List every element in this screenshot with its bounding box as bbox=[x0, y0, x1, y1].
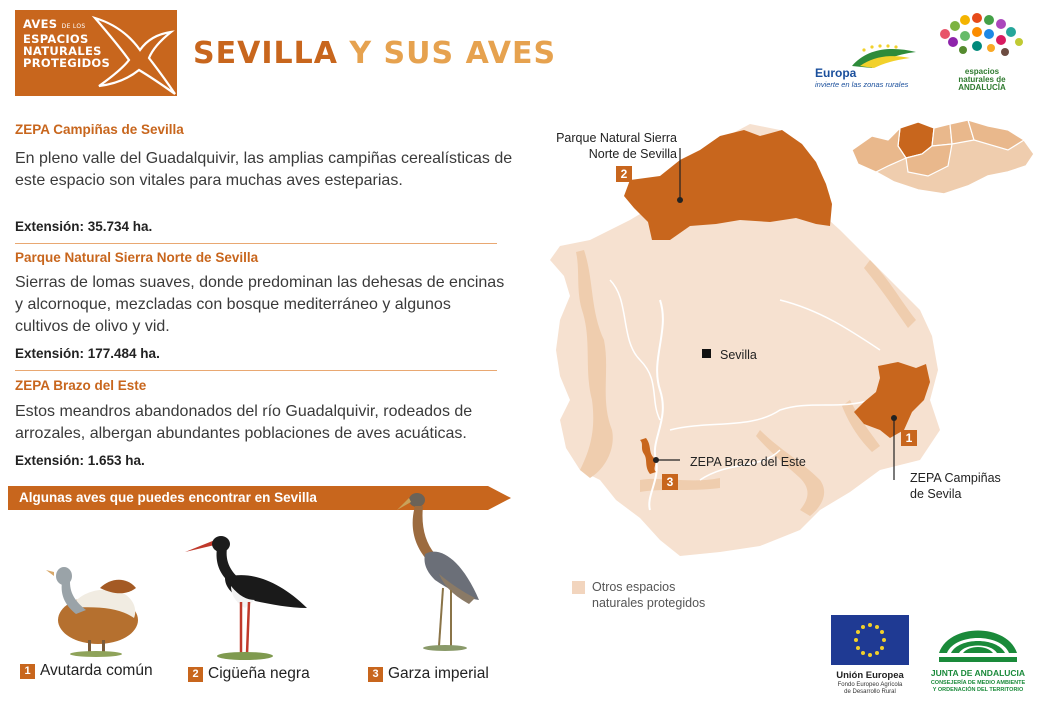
label-sierra-norte-line2: Norte de Sevilla bbox=[588, 147, 677, 161]
section-2-title: Parque Natural Sierra Norte de Sevilla bbox=[15, 250, 259, 265]
label-campinas bbox=[910, 470, 1001, 502]
section-2-body: Sierras de lomas suaves, donde predominan las dehesas de encinas y alcornoque, mezcladas con bosque mediterráneo y algunos cultivos de olivo y vid. bbox=[15, 274, 505, 335]
logo-line1: AVES bbox=[23, 17, 58, 31]
bird-label-3 bbox=[368, 665, 489, 683]
divider bbox=[15, 370, 497, 371]
junta-sub-line1: CONSEJERÍA DE MEDIO AMBIENTE bbox=[930, 680, 1026, 686]
bird-number-1: 1 bbox=[20, 664, 35, 679]
eu-sub-line2: de Desarrollo Rural bbox=[844, 689, 896, 695]
eu-flag-icon bbox=[831, 615, 909, 665]
map-number-2: 2 bbox=[616, 166, 632, 182]
espacios-line2: naturales de bbox=[958, 75, 1006, 84]
label-sierra-norte bbox=[541, 130, 677, 162]
section-3-extension: Extensión: 1.653 ha. bbox=[15, 453, 145, 468]
label-sierra-norte-line1: Parque Natural Sierra bbox=[556, 131, 677, 145]
eu-subtitle bbox=[818, 682, 922, 696]
aves-logo bbox=[15, 10, 177, 96]
avutarda-image bbox=[40, 548, 150, 658]
espacios-line3: ANDALUCÍA bbox=[958, 83, 1006, 92]
bird-label-1 bbox=[20, 662, 153, 680]
label-sevilla: Sevilla bbox=[720, 348, 757, 362]
eu-sub-line1: Fondo Europeo Agrícola bbox=[837, 682, 903, 688]
eu-title: Unión Europea bbox=[836, 670, 904, 681]
bird-name-2: Cigüeña negra bbox=[208, 665, 310, 682]
europa-text: Europa bbox=[815, 66, 857, 80]
legend-line1: Otros espacios bbox=[592, 580, 676, 594]
junta-title: JUNTA DE ANDALUCIA bbox=[930, 668, 1026, 678]
bird-name-1: Avutarda común bbox=[40, 662, 153, 679]
birds-banner-label: Algunas aves que puedes encontrar en Sevilla bbox=[19, 490, 317, 505]
bird-silhouette-icon bbox=[85, 10, 177, 96]
logo-line4: PROTEGIDOS bbox=[23, 56, 111, 70]
sevilla-marker bbox=[702, 349, 711, 358]
section-2-extension: Extensión: 177.484 ha. bbox=[15, 346, 160, 361]
bird-number-3: 3 bbox=[368, 667, 383, 682]
bird-number-2: 2 bbox=[188, 667, 203, 682]
divider bbox=[15, 243, 497, 244]
section-1-title: ZEPA Campiñas de Sevilla bbox=[15, 122, 184, 137]
bird-name-3: Garza imperial bbox=[388, 665, 489, 682]
section-1-body: En pleno valle del Guadalquivir, las amplias campiñas cerealísticas de este espacio son vitales para muchas aves esteparias. bbox=[15, 150, 513, 189]
logo-small: DE LOS bbox=[61, 23, 86, 30]
europa-subtitle: invierte en las zonas rurales bbox=[815, 80, 909, 89]
map-number-1: 1 bbox=[901, 430, 917, 446]
map-number-3: 3 bbox=[662, 474, 678, 490]
page-title bbox=[193, 36, 556, 71]
section-1-extension: Extensión: 35.734 ha. bbox=[15, 219, 153, 234]
section-3-title: ZEPA Brazo del Este bbox=[15, 378, 147, 393]
legend-swatch bbox=[572, 581, 585, 594]
label-brazo-del-este: ZEPA Brazo del Este bbox=[690, 455, 806, 469]
label-campinas-line2: de Sevila bbox=[910, 487, 962, 501]
ciguena-negra-image bbox=[185, 522, 315, 662]
title-part1: SEVILLA bbox=[193, 36, 338, 71]
leaves-icon bbox=[933, 12, 1028, 68]
junta-subtitle bbox=[922, 680, 1034, 694]
legend-line2: naturales protegidos bbox=[592, 596, 706, 610]
junta-andalucia-logo bbox=[933, 613, 1023, 668]
junta-sub-line2: Y ORDENACIÓN DEL TERRITORIO bbox=[932, 687, 1024, 693]
garza-imperial-image bbox=[395, 488, 490, 658]
andalucia-inset-map bbox=[848, 110, 1038, 200]
logo-line2: ESPACIOS bbox=[23, 32, 89, 46]
bird-label-2 bbox=[188, 665, 310, 683]
section-3-body: Estos meandros abandonados del río Guadalquivir, rodeados de arrozales, albergan abundantes poblaciones de aves acuáticas. bbox=[15, 403, 473, 442]
legend-text bbox=[592, 579, 732, 611]
title-part2: Y SUS AVES bbox=[349, 36, 557, 71]
espacios-line1: espacios bbox=[964, 67, 1000, 76]
label-campinas-line1: ZEPA Campiñas bbox=[910, 471, 1001, 485]
logo-line3: NATURALES bbox=[23, 44, 102, 58]
espacios-text bbox=[942, 68, 1022, 92]
